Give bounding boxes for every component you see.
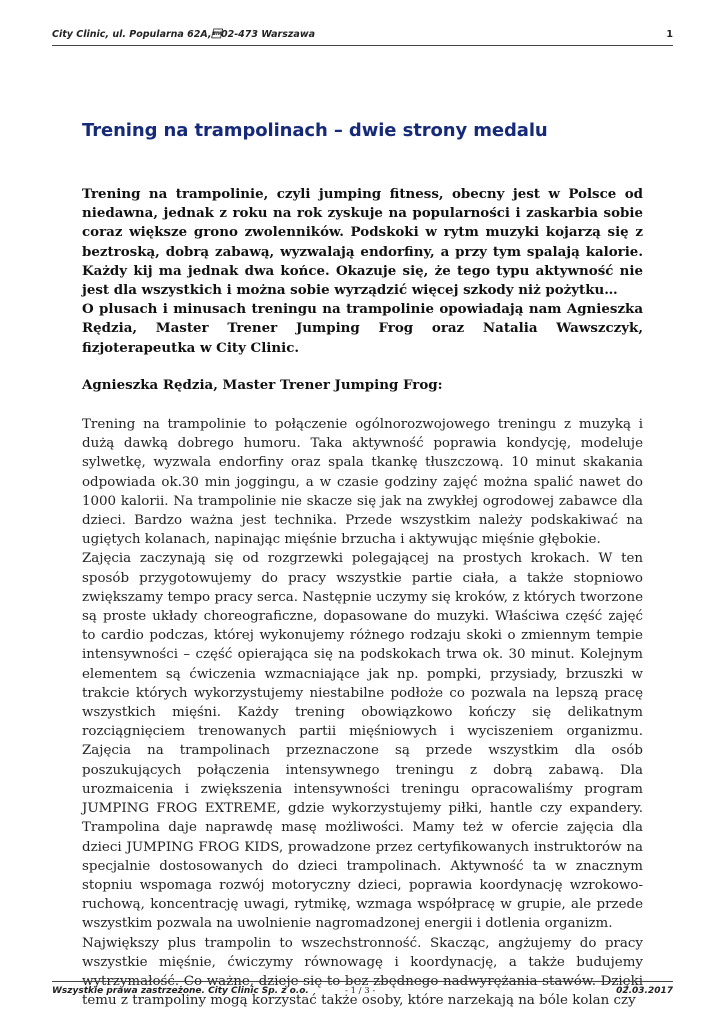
footer-date: 02.03.2017 — [616, 986, 673, 996]
article-body — [82, 185, 643, 1010]
header-page-number: 1 — [666, 29, 673, 40]
footer-copyright: Wszystkie prawa zastrzeżone. City Clinic Sp. z o.o. — [52, 986, 309, 996]
header-divider — [52, 45, 673, 46]
header-address: City Clinic, ul. Popularna 62A,02-473 Warszawa — [52, 29, 316, 40]
page-footer — [52, 986, 673, 1000]
body-paragraph: Trening na trampolinie to połączenie ogólnorozwojowego treningu z muzyką i dużą dawką dobrego humoru. Taka aktywność poprawia kondycję, modeluje sylwetkę, wyzwala endorfiny oraz spala tkankę tłuszczową. 10 minut skakania odpowiada ok.30 min joggingu, a w czasie godziny zajęć można spalić nawet do 1000 kalorii. Na trampolinie nie skacze się jak na zwykłej ogrodowej zabawce dla dzieci. Bardzo ważna jest technika. Przede wszystkim należy podskakiwać na ugiętych kolanach, napinając mięśnie brzucha i aktywując mięśnie głębokie. — [82, 417, 643, 548]
body-paragraph: Zajęcia zaczynają się od rozgrzewki polegającej na prostych krokach. W ten sposób przygotowujemy do pracy wszystkie partie ciała, a także stopniowo zwiększamy tempo pracy serca. Następnie uczymy się kroków, z których tworzone są proste układy choreograficzne, dopasowane do muzyki. Właściwa część zajęć to cardio podczas, której wykonujemy różnego rodzaju skoki o zmiennym tempie intensywności – część opierająca się na podskokach trwa ok. 30 minut. Kolejnym elementem są ćwiczenia wzmacniające jak np. pompki, przysiady, brzuszki w trakcie których wykorzystujemy niestabilne podłoże co pozwala na lepszą pracę wszystkich mięśni. Każdy trening obowiązkowo kończy się delikatnym rozciągnięciem trenowanych partii mięśniowych i wyciszeniem organizmu. Zajęcia na trampolinach przeznaczone są przede wszystkim dla osób poszukujących połączenia intensywnego treningu z dobrą zabawą. Dla urozmaicenia i zwiększenia intensywności treningu opracowaliśmy program JUMPING FROG EXTREME, gdzie wykorzystujemy piłki, hantle czy expandery. Trampolina daje naprawdę masę możliwości. Mamy też w ofercie zajęcia dla dzieci JUMPING FROG KIDS, prowadzone przez certyfikowanych instruktorów na specjalnie dostosowanych do dzieci trampolinach. Aktywność ta w znacznym stopniu wspomaga rozwój motoryczny dzieci, poprawia koordynację wzrokowo-ruchową, koncentrację uwagi, rytmikę, wzmaga współpracę w grupie, ale przede wszystkim pozwala na uwolnienie nagromadzonej energii i dotlenia organizm. — [82, 551, 643, 932]
footer-divider — [52, 981, 673, 982]
speaker-heading: Agnieszka Rędzia, Master Trener Jumping Frog: — [82, 376, 443, 393]
lead-paragraph: Trening na trampolinie, czyli jumping fitness, obecny jest w Polsce od niedawna, jednak z roku na rok zyskuje na popularności i zaskarbia sobie coraz większe grono zwolenników. Podskoki w rytm muzyki kojarzą się z beztroską, dobrą zabawą, wyzwalają endorfiny, a przy tym spalają kalorie. Każdy kij ma jednak dwa końce. Okazuje się, że tego typu aktywność nie jest dla wszystkich i można sobie wyrządzić więcej szkody niż pożytku… — [82, 186, 643, 299]
footer-page-count: - 1 / 3 - — [345, 986, 376, 996]
lead-paragraph-intro: O plusach i minusach treningu na trampolinie opowiadają nam Agnieszka Rędzia, Master Trener Jumping Frog oraz Natalia Wawszczyk, fizjoterapeutka w City Clinic. — [82, 301, 643, 356]
body-paragraph: Największy plus trampolin to wszechstronność. Skacząc, angżujemy do pracy wszystkie mięśnie, ćwiczymy równowagę i koordynację, a także budujemy wytrzymałość. Co ważne, dzieje się to bez zbędnego nadwyrężania stawów. Dzięki temu z trampoliny mogą korzystać także osoby, które narzekają na bóle kolan czy — [82, 935, 643, 1009]
article-title: Trening na trampolinach – dwie strony medalu — [82, 120, 548, 141]
